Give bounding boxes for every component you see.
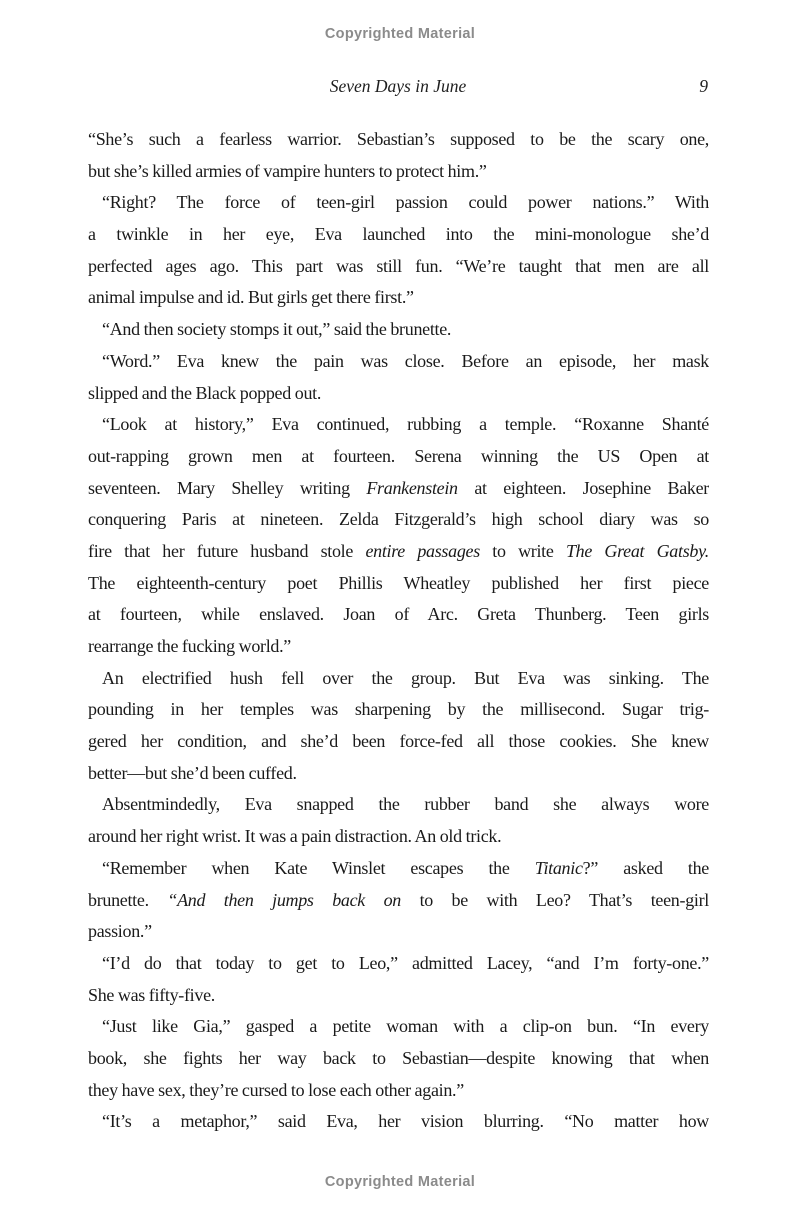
text-run: pounding in her temples was sharpening by the millisecond. Sugar trig- — [88, 699, 709, 720]
text-line — [88, 536, 709, 568]
text-run: to be with Leo? That’s teen-girl — [400, 889, 709, 910]
text-run: brunette. — [88, 889, 168, 910]
copyright-watermark-top: Copyrighted Material — [324, 26, 476, 42]
text-line — [88, 599, 709, 631]
text-run: passion.” — [88, 921, 152, 942]
text-line — [88, 916, 709, 948]
text-line — [88, 694, 709, 726]
text-line — [88, 853, 709, 885]
text-line — [88, 789, 709, 821]
text-line — [88, 282, 709, 314]
copyright-watermark-bottom: Copyrighted Material — [324, 1174, 476, 1190]
text-line — [88, 156, 709, 188]
body-text — [88, 124, 709, 1138]
text-line — [88, 631, 709, 663]
text-run: rearrange the fucking world.” — [88, 636, 291, 656]
text-run: “Word.” Eva knew the pain was close. Before an episode, her mask — [102, 350, 709, 371]
text-line — [88, 441, 709, 473]
text-run: around her right wrist. It was a pain distraction. An old trick. — [88, 826, 502, 847]
text-line — [88, 821, 709, 853]
text-run: “Just like Gia,” gasped a petite woman with a clip-on bun. “In every — [102, 1016, 709, 1037]
text-run: gered her condition, and she’d been force-fed all those cookies. She knew — [88, 731, 709, 752]
text-run: “She’s such a fearless warrior. Sebastian’s supposed to be the scary one, — [88, 129, 709, 149]
text-run: “Remember when Kate Winslet escapes the — [102, 857, 535, 878]
text-line — [88, 187, 709, 219]
page-header — [88, 76, 708, 100]
text-run: “I’d do that today to get to Leo,” admitted Lacey, “and I’m forty-one.” — [102, 952, 709, 973]
italic-run: The Great Gatsby. — [565, 540, 709, 561]
text-run: out-rapping grown men at fourteen. Serena winning the US Open at — [88, 445, 709, 466]
text-line — [88, 219, 709, 251]
text-line — [88, 885, 709, 917]
page-number: 9 — [699, 76, 708, 96]
text-line — [88, 1011, 709, 1043]
text-line — [88, 504, 709, 536]
text-run: “Look at history,” Eva continued, rubbing a temple. “Roxanne Shanté — [102, 414, 709, 435]
text-line — [88, 1043, 709, 1075]
text-run: at fourteen, while enslaved. Joan of Arc. Greta Thunberg. Teen girls — [88, 604, 709, 625]
text-run: An electrified hush fell over the group. But Eva was sinking. The — [102, 667, 709, 688]
text-line — [88, 346, 709, 378]
running-title: Seven Days in June — [329, 76, 467, 96]
text-line — [88, 314, 709, 346]
text-run: they have sex, they’re cursed to lose each other again.” — [88, 1079, 464, 1100]
text-line — [88, 124, 709, 156]
text-line — [88, 758, 709, 790]
text-line — [88, 378, 709, 410]
italic-run: “And then jumps back on — [167, 889, 401, 910]
italic-run: Frankenstein — [366, 477, 458, 498]
text-run: “And then society stomps it out,” said the brunette. — [102, 319, 452, 340]
text-line — [88, 473, 709, 505]
text-run: book, she fights her way back to Sebastian—despite knowing that when — [88, 1047, 709, 1068]
text-run: slipped and the Black popped out. — [88, 382, 322, 403]
text-line — [88, 663, 709, 695]
text-run: fire that her future husband stole — [88, 540, 366, 561]
text-line — [88, 568, 709, 600]
text-line — [88, 948, 709, 980]
italic-run: Titanic — [534, 857, 583, 878]
text-run: She was fifty-five. — [88, 984, 215, 1005]
text-run: a twinkle in her eye, Eva launched into the mini-monologue she’d — [88, 224, 709, 245]
text-run: but she’s killed armies of vampire hunters to protect him.” — [88, 160, 487, 181]
text-line — [88, 980, 709, 1012]
text-run: ?” asked the — [582, 857, 709, 878]
text-run: seventeen. Mary Shelley writing — [88, 477, 367, 498]
text-line — [88, 726, 709, 758]
text-line — [88, 1075, 709, 1107]
italic-run: entire passages — [365, 540, 480, 561]
text-run: “Right? The force of teen-girl passion could power nations.” With — [102, 192, 709, 213]
text-line — [88, 251, 709, 283]
text-line — [88, 1106, 709, 1138]
text-run: at eighteen. Josephine Baker — [457, 477, 709, 498]
text-line — [88, 409, 709, 441]
text-run: Absentmindedly, Eva snapped the rubber band she always wore — [102, 794, 709, 815]
text-run: “It’s a metaphor,” said Eva, her vision blurring. “No matter how — [102, 1111, 709, 1132]
text-run: perfected ages ago. This part was still fun. “We’re taught that men are all — [88, 255, 709, 276]
text-run: conquering Paris at nineteen. Zelda Fitzgerald’s high school diary was so — [88, 509, 709, 530]
text-run: animal impulse and id. But girls get there first.” — [88, 287, 414, 308]
text-run: The eighteenth-century poet Phillis Wheatley published her first piece — [88, 572, 709, 593]
text-run: better—but she’d been cuffed. — [88, 762, 297, 783]
text-run: to write — [479, 540, 566, 561]
